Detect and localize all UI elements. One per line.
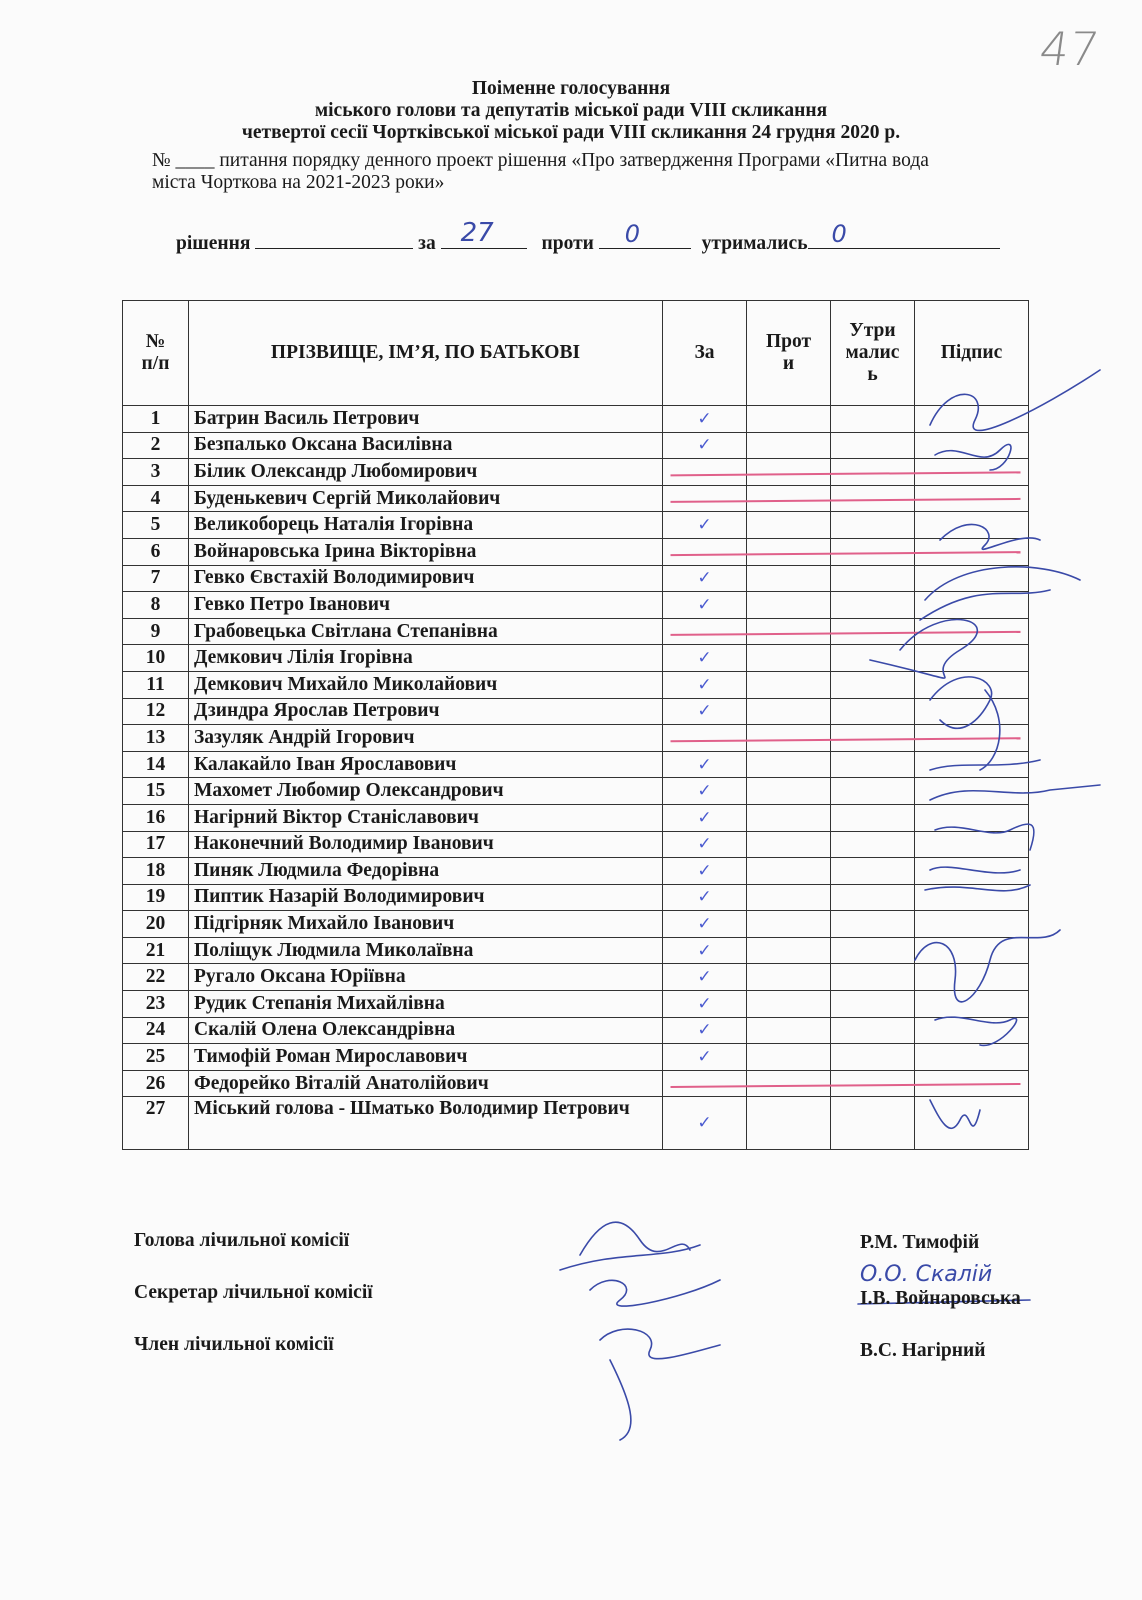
row-name: Дзиндра Ярослав Петрович — [189, 698, 663, 725]
row-abstain — [831, 432, 915, 459]
row-against — [747, 911, 831, 938]
row-signature — [915, 725, 1029, 752]
row-name: Калакайло Іван Ярославович — [189, 751, 663, 778]
row-abstain — [831, 592, 915, 619]
table-row — [123, 485, 1029, 512]
header-session: четвертої сесії Чортківської міської ради VIII скликання 24 грудня 2020 р. — [241, 122, 901, 143]
row-signature — [915, 698, 1029, 725]
table-row — [123, 698, 1029, 725]
commission-secretary-name: І.В. Войнаровська — [860, 1288, 1021, 1309]
table-row — [123, 538, 1029, 565]
document-header — [0, 78, 1142, 144]
row-abstain — [831, 512, 915, 539]
row-against — [747, 459, 831, 486]
row-for-mark — [663, 459, 747, 486]
row-signature — [915, 671, 1029, 698]
row-against — [747, 1044, 831, 1071]
row-against — [747, 565, 831, 592]
row-for-mark: ✓ — [663, 1097, 747, 1150]
row-signature — [915, 991, 1029, 1018]
row-name: Грабовецька Світлана Степанівна — [189, 618, 663, 645]
row-signature — [915, 804, 1029, 831]
row-against — [747, 592, 831, 619]
row-number: 21 — [123, 937, 189, 964]
header-abstain: Утри малис ь — [831, 301, 915, 406]
header-against: Прот и — [747, 301, 831, 406]
against-label: проти — [541, 233, 594, 254]
decision-blank — [255, 230, 413, 249]
row-name: Демкович Лілія Ігорівна — [189, 645, 663, 672]
row-against — [747, 645, 831, 672]
row-signature — [915, 432, 1029, 459]
chair-signature — [560, 1222, 700, 1270]
row-against — [747, 671, 831, 698]
header-for: За — [663, 301, 747, 406]
row-against — [747, 725, 831, 752]
row-name: Махомет Любомир Олександрович — [189, 778, 663, 805]
row-name: Рудик Степанія Михайлівна — [189, 991, 663, 1018]
row-abstain — [831, 671, 915, 698]
row-number: 20 — [123, 911, 189, 938]
row-name: Войнаровська Ірина Вікторівна — [189, 538, 663, 565]
commission-signatures — [560, 1222, 1030, 1440]
row-name: Білик Олександр Любомирович — [189, 459, 663, 486]
row-for-mark: ✓ — [663, 512, 747, 539]
row-signature — [915, 751, 1029, 778]
row-name: Гевко Євстахій Володимирович — [189, 565, 663, 592]
row-name: Ругало Оксана Юріївна — [189, 964, 663, 991]
member-signature — [600, 1329, 720, 1440]
row-name: Пиптик Назарій Володимирович — [189, 884, 663, 911]
header-name: ПРІЗВИЩЕ, ІМ’Я, ПО БАТЬКОВІ — [189, 301, 663, 406]
row-for-mark — [663, 618, 747, 645]
row-abstain — [831, 1044, 915, 1071]
row-against — [747, 485, 831, 512]
against-count-handwritten: 0 — [624, 220, 641, 248]
row-signature — [915, 459, 1029, 486]
table-row — [123, 406, 1029, 433]
row-signature — [915, 1017, 1029, 1044]
row-abstain — [831, 618, 915, 645]
row-abstain — [831, 1097, 915, 1150]
row-signature — [915, 485, 1029, 512]
row-abstain — [831, 751, 915, 778]
row-for-mark: ✓ — [663, 1044, 747, 1071]
table-row — [123, 618, 1029, 645]
secretary-signature — [590, 1280, 720, 1306]
table-row — [123, 937, 1029, 964]
row-number: 19 — [123, 884, 189, 911]
table-row — [123, 512, 1029, 539]
table-row — [123, 1070, 1029, 1097]
row-number: 10 — [123, 645, 189, 672]
table-row — [123, 592, 1029, 619]
commission-member-label: Член лічильної комісії — [134, 1334, 334, 1355]
row-number: 6 — [123, 538, 189, 565]
row-name: Міський голова - Шматько Володимир Петрович — [189, 1097, 663, 1150]
table-row — [123, 751, 1029, 778]
row-for-mark: ✓ — [663, 751, 747, 778]
row-against — [747, 1097, 831, 1150]
row-signature — [915, 884, 1029, 911]
row-name: Наконечний Володимир Іванович — [189, 831, 663, 858]
row-against — [747, 698, 831, 725]
voting-table-body — [123, 406, 1029, 1150]
row-for-mark: ✓ — [663, 937, 747, 964]
row-signature — [915, 538, 1029, 565]
table-row — [123, 645, 1029, 672]
row-abstain — [831, 538, 915, 565]
row-name: Тимофій Роман Мирославович — [189, 1044, 663, 1071]
row-number: 2 — [123, 432, 189, 459]
row-for-mark: ✓ — [663, 831, 747, 858]
row-signature — [915, 512, 1029, 539]
row-number: 7 — [123, 565, 189, 592]
row-for-mark: ✓ — [663, 991, 747, 1018]
abstain-count-handwritten: 0 — [831, 220, 847, 248]
decision-label: рішення — [176, 233, 251, 254]
row-name: Зазуляк Андрій Ігорович — [189, 725, 663, 752]
row-number: 17 — [123, 831, 189, 858]
row-signature — [915, 778, 1029, 805]
row-number: 5 — [123, 512, 189, 539]
row-abstain — [831, 1070, 915, 1097]
row-against — [747, 406, 831, 433]
table-row — [123, 991, 1029, 1018]
row-name: Пиняк Людмила Федорівна — [189, 858, 663, 885]
row-abstain — [831, 1017, 915, 1044]
agenda-line-1: № ____ питання порядку денного проект рішення «Про затвердження Програми «Питна вода — [152, 150, 929, 171]
row-number: 26 — [123, 1070, 189, 1097]
row-name: Буденькевич Сергій Миколайович — [189, 485, 663, 512]
table-row — [123, 964, 1029, 991]
row-number: 1 — [123, 406, 189, 433]
row-for-mark: ✓ — [663, 884, 747, 911]
row-against — [747, 751, 831, 778]
row-number: 22 — [123, 964, 189, 991]
row-name: Підгірняк Михайло Іванович — [189, 911, 663, 938]
row-number: 23 — [123, 991, 189, 1018]
row-signature — [915, 645, 1029, 672]
row-signature — [915, 858, 1029, 885]
row-against — [747, 804, 831, 831]
row-abstain — [831, 937, 915, 964]
for-blank — [441, 218, 527, 249]
row-signature — [915, 1097, 1029, 1150]
table-row — [123, 725, 1029, 752]
table-row — [123, 1017, 1029, 1044]
row-number: 16 — [123, 804, 189, 831]
row-against — [747, 937, 831, 964]
row-against — [747, 964, 831, 991]
row-for-mark: ✓ — [663, 645, 747, 672]
row-number: 15 — [123, 778, 189, 805]
row-number: 14 — [123, 751, 189, 778]
row-number: 3 — [123, 459, 189, 486]
row-against — [747, 991, 831, 1018]
commission-secretary-correction: О.О. Скалій — [860, 1262, 993, 1287]
row-for-mark: ✓ — [663, 911, 747, 938]
table-row — [123, 858, 1029, 885]
row-for-mark: ✓ — [663, 858, 747, 885]
row-abstain — [831, 991, 915, 1018]
row-against — [747, 1017, 831, 1044]
table-row — [123, 778, 1029, 805]
commission-member-name: В.С. Нагірний — [860, 1340, 986, 1361]
row-name: Батрин Василь Петрович — [189, 406, 663, 433]
header-title: Поіменне голосування — [471, 78, 671, 99]
row-abstain — [831, 858, 915, 885]
row-abstain — [831, 804, 915, 831]
row-for-mark: ✓ — [663, 406, 747, 433]
table-row — [123, 804, 1029, 831]
commission-secretary-label: Секретар лічильної комісії — [134, 1282, 373, 1303]
table-row — [123, 831, 1029, 858]
header-signature: Підпис — [915, 301, 1029, 406]
row-name: Скалій Олена Олександрівна — [189, 1017, 663, 1044]
row-against — [747, 884, 831, 911]
row-for-mark: ✓ — [663, 565, 747, 592]
header-subtitle: міського голови та депутатів міської ради VIII скликання — [314, 100, 828, 121]
row-number: 11 — [123, 671, 189, 698]
table-row — [123, 565, 1029, 592]
row-abstain — [831, 831, 915, 858]
row-name: Безпалько Оксана Василівна — [189, 432, 663, 459]
row-signature — [915, 831, 1029, 858]
row-for-mark: ✓ — [663, 778, 747, 805]
row-abstain — [831, 565, 915, 592]
row-abstain — [831, 406, 915, 433]
agenda-item — [152, 150, 1092, 194]
table-row — [123, 884, 1029, 911]
row-number: 24 — [123, 1017, 189, 1044]
row-signature — [915, 618, 1029, 645]
row-for-mark — [663, 485, 747, 512]
row-number: 27 — [123, 1097, 189, 1150]
row-for-mark: ✓ — [663, 964, 747, 991]
abstain-label: утримались — [701, 233, 808, 254]
page-number: 47 — [1036, 22, 1103, 76]
row-signature — [915, 1070, 1029, 1097]
commission-chair-name: Р.М. Тимофій — [860, 1232, 980, 1253]
row-against — [747, 1070, 831, 1097]
row-for-mark — [663, 725, 747, 752]
row-abstain — [831, 884, 915, 911]
row-signature — [915, 937, 1029, 964]
row-name: Гевко Петро Іванович — [189, 592, 663, 619]
row-signature — [915, 911, 1029, 938]
row-name: Великоборець Наталія Ігорівна — [189, 512, 663, 539]
for-label: за — [418, 233, 436, 254]
row-against — [747, 538, 831, 565]
commission-chair-label: Голова лічильної комісії — [134, 1230, 350, 1251]
table-row — [123, 1044, 1029, 1071]
row-abstain — [831, 698, 915, 725]
against-blank — [599, 220, 691, 249]
header-num: № п/п — [123, 301, 189, 406]
row-number: 12 — [123, 698, 189, 725]
row-name: Федорейко Віталій Анатолійович — [189, 1070, 663, 1097]
for-count-handwritten: 27 — [460, 218, 494, 248]
row-for-mark: ✓ — [663, 804, 747, 831]
agenda-line-2: міста Чорткова на 2021-2023 роки» — [152, 172, 445, 193]
row-abstain — [831, 911, 915, 938]
row-for-mark — [663, 1070, 747, 1097]
row-abstain — [831, 459, 915, 486]
row-against — [747, 512, 831, 539]
row-name: Демкович Михайло Миколайович — [189, 671, 663, 698]
row-signature — [915, 592, 1029, 619]
abstain-blank — [808, 220, 1000, 249]
table-row — [123, 432, 1029, 459]
row-for-mark: ✓ — [663, 671, 747, 698]
table-row — [123, 459, 1029, 486]
row-against — [747, 858, 831, 885]
voting-table — [122, 300, 1029, 1150]
row-signature — [915, 406, 1029, 433]
row-for-mark: ✓ — [663, 592, 747, 619]
row-name: Поліщук Людмила Миколаївна — [189, 937, 663, 964]
table-row — [123, 911, 1029, 938]
row-number: 25 — [123, 1044, 189, 1071]
row-for-mark: ✓ — [663, 698, 747, 725]
row-signature — [915, 964, 1029, 991]
row-against — [747, 778, 831, 805]
row-number: 9 — [123, 618, 189, 645]
row-name: Нагірний Віктор Станіславович — [189, 804, 663, 831]
row-for-mark — [663, 538, 747, 565]
row-abstain — [831, 485, 915, 512]
row-for-mark: ✓ — [663, 432, 747, 459]
row-abstain — [831, 964, 915, 991]
row-number: 8 — [123, 592, 189, 619]
row-abstain — [831, 778, 915, 805]
row-abstain — [831, 725, 915, 752]
row-number: 18 — [123, 858, 189, 885]
row-number: 13 — [123, 725, 189, 752]
row-against — [747, 831, 831, 858]
table-header-row — [123, 301, 1029, 406]
row-for-mark: ✓ — [663, 1017, 747, 1044]
row-signature — [915, 565, 1029, 592]
row-number: 4 — [123, 485, 189, 512]
row-against — [747, 618, 831, 645]
decision-line — [176, 218, 1000, 255]
table-row — [123, 671, 1029, 698]
table-row — [123, 1097, 1029, 1150]
row-abstain — [831, 645, 915, 672]
row-against — [747, 432, 831, 459]
row-signature — [915, 1044, 1029, 1071]
